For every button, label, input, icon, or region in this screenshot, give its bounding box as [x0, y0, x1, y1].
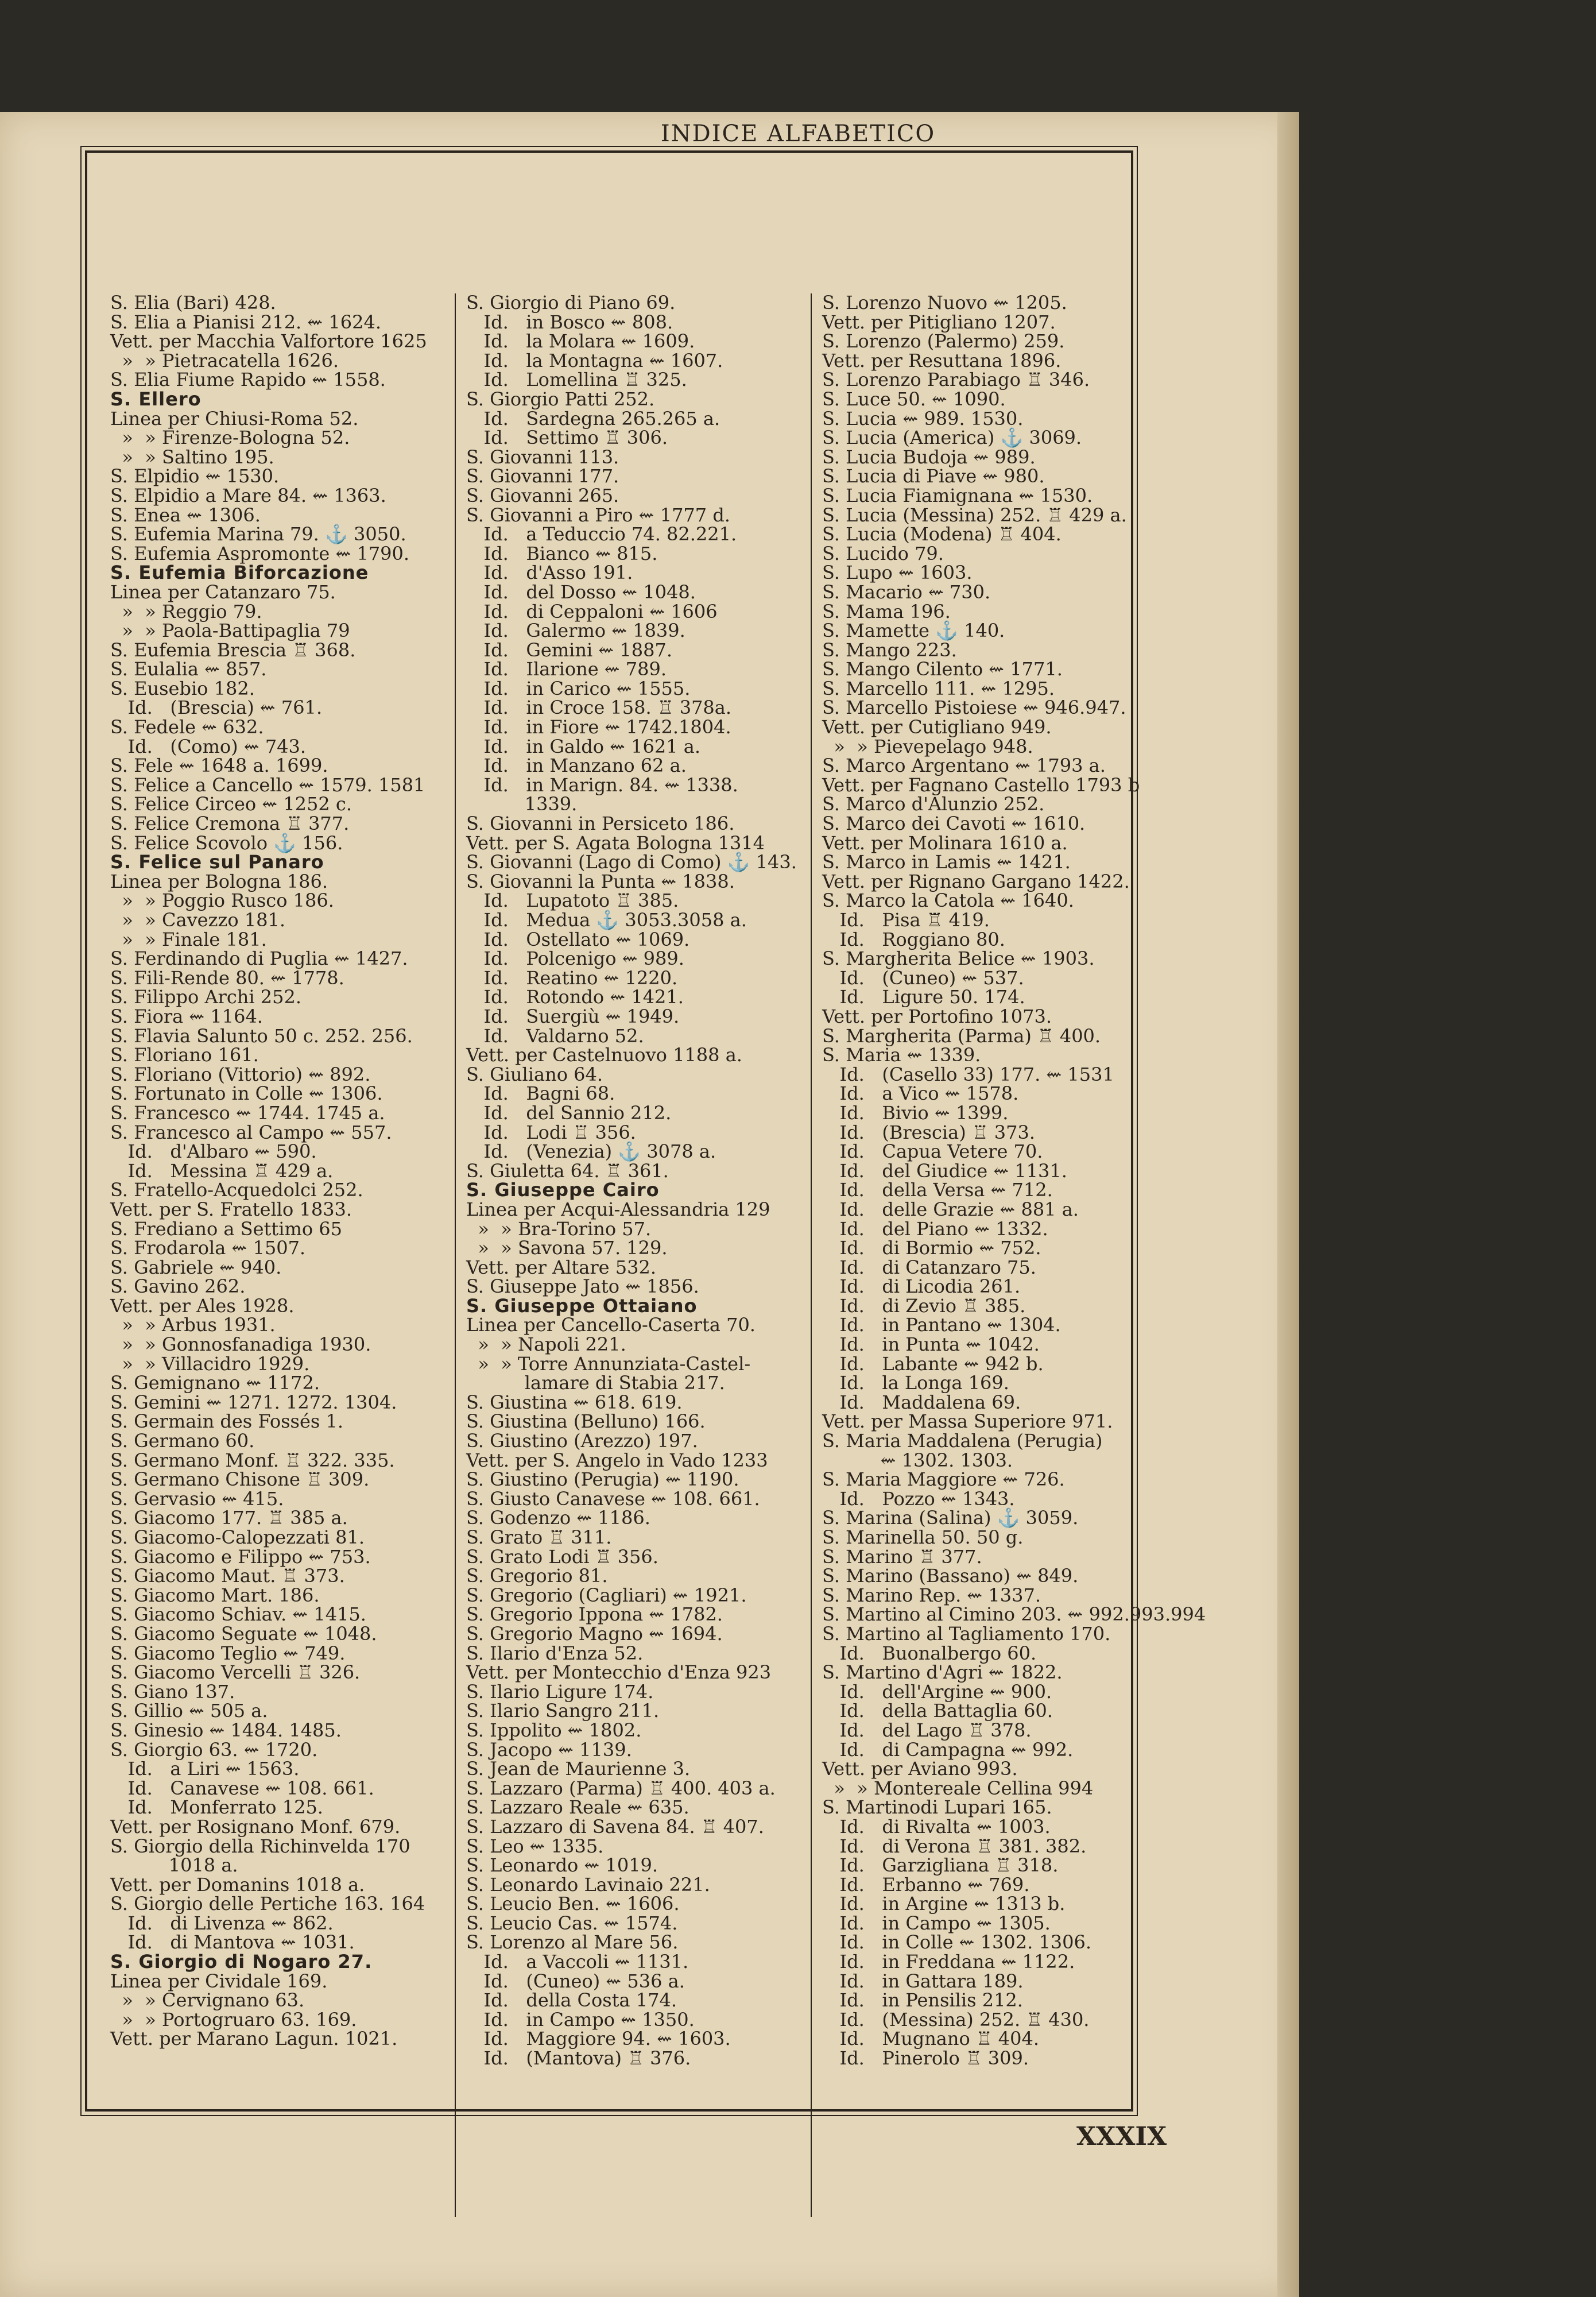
index-entry: Vett. per Rignano Gargano 1422. — [822, 870, 1130, 892]
index-entry: » » Pietracatella 1626. — [110, 349, 339, 372]
index-entry: S. Giustina ⇜ 618. 619. — [466, 1391, 683, 1413]
index-entry: S. Giovanni la Punta ⇜ 1838. — [466, 870, 735, 892]
index-entry: Vett. per S. Fratello 1833. — [110, 1198, 352, 1220]
index-column-2 — [455, 293, 799, 2217]
index-entry: S. Gregorio (Cagliari) ⇜ 1921. — [466, 1584, 747, 1606]
index-entry: S. Giorgio di Piano 69. — [466, 292, 676, 314]
index-entry: S. Felice sul Panaro — [110, 851, 324, 873]
index-entry: S. Ferdinando di Puglia ⇜ 1427. — [110, 948, 408, 970]
index-entry: S. Leonardo Lavinaio 221. — [466, 1873, 710, 1896]
index-entry: Id. di Rivalta ⇜ 1003. — [822, 1815, 1051, 1838]
index-entry: » » Reggio 79. — [110, 600, 262, 622]
index-entry: S. Elia (Bari) 428. — [110, 292, 276, 314]
index-entry: S. Ilario d'Enza 52. — [466, 1642, 644, 1664]
index-entry: S. Godenzo ⇜ 1186. — [466, 1507, 650, 1529]
index-entry: S. Elia a Pianisi 212. ⇜ 1624. — [110, 311, 381, 333]
index-entry: » » Savona 57. 129. — [466, 1237, 668, 1259]
index-entry: Id. Bivio ⇜ 1399. — [822, 1101, 1009, 1124]
index-entry: S. Fratello-Acquedolci 252. — [110, 1179, 363, 1201]
index-entry: Vett. per Macchia Valfortore 1625 — [110, 330, 427, 353]
index-entry: Id. in Carico ⇜ 1555. — [466, 677, 691, 699]
index-entry: Id. Buonalbergo 60. — [822, 1642, 1037, 1664]
index-entry: S. Eufemia Aspromonte ⇜ 1790. — [110, 542, 410, 564]
index-entry: S. Giacomo 177. ♖ 385 a. — [110, 1507, 348, 1529]
index-entry: Id. Pozzo ⇜ 1343. — [822, 1487, 1015, 1510]
index-entry: S. Lucia Budoja ⇜ 989. — [822, 446, 1036, 468]
index-entry: S. Elpidio ⇜ 1530. — [110, 465, 280, 488]
index-entry: » » Napoli 221. — [466, 1333, 626, 1356]
index-entry: S. Germano Chisone ♖ 309. — [110, 1468, 370, 1491]
index-entry: S. Giorgio 63. ⇜ 1720. — [110, 1738, 318, 1761]
index-entry: S. Giacomo Schiav. ⇜ 1415. — [110, 1603, 366, 1626]
index-entry: S. Giuletta 64. ♖ 361. — [466, 1159, 669, 1182]
index-entry: S. Martinodi Lupari 165. — [822, 1796, 1052, 1819]
index-entry: S. Margherita (Parma) ♖ 400. — [822, 1024, 1101, 1047]
index-entry: Id. in Marign. 84. ⇜ 1338. — [466, 774, 738, 796]
index-entry: S. Lupo ⇜ 1603. — [822, 562, 973, 584]
index-entry: S. Eufemia Brescia ♖ 368. — [110, 639, 356, 661]
index-entry: S. Leonardo ⇜ 1019. — [466, 1854, 658, 1877]
index-entry: Id. Mugnano ♖ 404. — [822, 2028, 1040, 2050]
index-entry: S. Felice Circeo ⇜ 1252 c. — [110, 793, 352, 815]
index-entry: Id. di Mantova ⇜ 1031. — [110, 1931, 355, 1954]
index-entry: Id. la Montagna ⇜ 1607. — [466, 349, 723, 372]
index-entry: » » Cervignano 63. — [110, 1989, 305, 2012]
index-entry: S. Giorgio della Richinvelda 170 — [110, 1835, 410, 1857]
index-entry: S. Giovanni 113. — [466, 446, 619, 468]
index-entry: Id. del Piano ⇜ 1332. — [822, 1217, 1048, 1240]
index-entry: lamare di Stabia 217. — [466, 1372, 725, 1394]
index-entry: Id. in Pantano ⇜ 1304. — [822, 1314, 1061, 1336]
index-entry: Id. (Venezia) ⚓ 3078 a. — [466, 1140, 716, 1163]
index-entry: Id. di Campagna ⇜ 992. — [822, 1738, 1074, 1761]
index-entry: Vett. per Portofino 1073. — [822, 1005, 1052, 1027]
index-entry: S. Grato ♖ 311. — [466, 1526, 612, 1548]
index-entry: » » Gonnosfanadiga 1930. — [110, 1333, 371, 1356]
index-entry: Vett. per Altare 532. — [466, 1256, 656, 1278]
index-entry: S. Mango 223. — [822, 639, 957, 661]
index-entry: » » Montereale Cellina 994 — [822, 1777, 1094, 1799]
index-entry: Linea per Cancello-Caserta 70. — [466, 1314, 756, 1336]
index-entry: S. Giacomo Maut. ♖ 373. — [110, 1565, 345, 1587]
index-entry: S. Gillio ⇜ 505 a. — [110, 1700, 268, 1722]
index-entry: S. Eufemia Biforcazione — [110, 562, 369, 584]
index-entry: Vett. per Rosignano Monf. 679. — [110, 1815, 401, 1838]
index-entry: Id. Roggiano 80. — [822, 928, 1005, 950]
index-entry: S. Germano 60. — [110, 1430, 255, 1452]
index-entry: Id. (Cuneo) ⇜ 536 a. — [466, 1970, 685, 1992]
index-entry: Id. in Campo ⇜ 1305. — [822, 1912, 1051, 1934]
index-entry: Id. Settimo ♖ 306. — [466, 427, 668, 449]
index-entry: Vett. per Marano Lagun. 1021. — [110, 2028, 398, 2050]
index-entry: S. Luce 50. ⇜ 1090. — [822, 388, 1006, 410]
index-entry: S. Giorgio di Nogaro 27. — [110, 1951, 373, 1973]
index-entry: S. Giano 137. — [110, 1680, 235, 1703]
index-entry: S. Francesco al Campo ⇜ 557. — [110, 1121, 392, 1143]
index-entry: » » Paola-Battipaglia 79 — [110, 620, 350, 642]
index-entry: Vett. per Ales 1928. — [110, 1294, 295, 1317]
index-entry: S. Giacomo Seguate ⇜ 1048. — [110, 1622, 377, 1645]
index-entry: S. Margherita Belice ⇜ 1903. — [822, 948, 1095, 970]
page-header: INDICE ALFABETICO — [660, 121, 936, 147]
index-entry: S. Giacomo Teglio ⇜ 749. — [110, 1642, 346, 1664]
index-entry: Id. dell'Argine ⇜ 900. — [822, 1680, 1052, 1703]
index-entry: S. Giacomo-Calopezzati 81. — [110, 1526, 365, 1548]
index-entry: Id. (Brescia) ♖ 373. — [822, 1121, 1035, 1143]
index-entry: Id. del Sannio 212. — [466, 1101, 672, 1124]
index-entry: Id. in Manzano 62 a. — [466, 755, 687, 777]
index-entry: S. Giacomo e Filippo ⇜ 753. — [110, 1545, 371, 1568]
index-entry: S. Giuseppe Cairo — [466, 1179, 660, 1201]
index-entry: Id. Maddalena 69. — [822, 1391, 1021, 1413]
index-entry: Id. Sardegna 265.265 a. — [466, 407, 720, 430]
index-entry: » » Firenze-Bologna 52. — [110, 427, 350, 449]
index-entry: S. Mango Cilento ⇜ 1771. — [822, 658, 1063, 680]
index-entry: ⇜ 1302. 1303. — [822, 1449, 1013, 1471]
index-entry: Id. Galermo ⇜ 1839. — [466, 620, 685, 642]
index-entry: S. Giusto Canavese ⇜ 108. 661. — [466, 1487, 760, 1510]
index-entry: Id. Labante ⇜ 942 b. — [822, 1352, 1044, 1375]
index-entry: Linea per Acqui-Alessandria 129 — [466, 1198, 770, 1220]
index-entry: S. Lazzaro (Parma) ♖ 400. 403 a. — [466, 1777, 776, 1799]
index-entry: » » Cavezzo 181. — [110, 909, 285, 931]
index-entry: S. Germano Monf. ♖ 322. 335. — [110, 1449, 395, 1471]
index-entry: Id. della Versa ⇜ 712. — [822, 1179, 1053, 1201]
index-entry: S. Lucia (America) ⚓ 3069. — [822, 427, 1082, 449]
index-entry: S. Giustino (Arezzo) 197. — [466, 1430, 698, 1452]
index-entry: Id. in Fiore ⇜ 1742.1804. — [466, 716, 731, 738]
index-entry: S. Leo ⇜ 1335. — [466, 1835, 604, 1857]
index-entry: Id. Bianco ⇜ 815. — [466, 542, 658, 564]
index-entry: S. Macario ⇜ 730. — [822, 581, 991, 603]
index-entry: S. Giacomo Mart. 186. — [110, 1584, 320, 1606]
index-entry: Id. la Longa 169. — [822, 1372, 1009, 1394]
index-entry: S. Felice Cremona ♖ 377. — [110, 813, 350, 835]
index-entry: S. Fortunato in Colle ⇜ 1306. — [110, 1082, 383, 1105]
index-entry: S. Ilario Sangro 211. — [466, 1700, 660, 1722]
index-entry: S. Fedele ⇜ 632. — [110, 716, 264, 738]
index-entry: » » Bra-Torino 57. — [466, 1217, 652, 1240]
index-entry: S. Giovanni (Lago di Como) ⚓ 143. — [466, 851, 797, 873]
index-entry: S. Gabriele ⇜ 940. — [110, 1256, 282, 1278]
index-entry: Id. (Cuneo) ⇜ 537. — [822, 966, 1024, 989]
index-entry: S. Fili-Rende 80. ⇜ 1778. — [110, 966, 344, 989]
index-entry: S. Marcello Pistoiese ⇜ 946.947. — [822, 697, 1126, 719]
index-entry: Id. di Zevio ♖ 385. — [822, 1294, 1026, 1317]
index-entry: S. Felice a Cancello ⇜ 1579. 1581 — [110, 774, 425, 796]
index-entry: Linea per Chiusi-Roma 52. — [110, 407, 359, 430]
index-entry: S. Leucio Ben. ⇜ 1606. — [466, 1893, 680, 1915]
index-entry: S. Marino ♖ 377. — [822, 1545, 982, 1568]
index-entry: Id. (Mantova) ♖ 376. — [466, 2047, 691, 2070]
index-entry: S. Gervasio ⇜ 415. — [110, 1487, 284, 1510]
index-entry: S. Eusebio 182. — [110, 677, 255, 699]
index-entry: S. Floriano 161. — [110, 1044, 259, 1066]
index-entry: Id. di Licodia 261. — [822, 1275, 1021, 1298]
index-entry: Id. d'Asso 191. — [466, 562, 633, 584]
index-entry: S. Marco d'Alunzio 252. — [822, 793, 1045, 815]
index-entry: Id. di Livenza ⇜ 862. — [110, 1912, 334, 1934]
index-entry: S. Giuseppe Jato ⇜ 1856. — [466, 1275, 699, 1298]
index-entry: S. Mama 196. — [822, 600, 951, 622]
index-entry: Id. di Bormio ⇜ 752. — [822, 1237, 1041, 1259]
index-entry: S. Maria Maggiore ⇜ 726. — [822, 1468, 1065, 1491]
index-entry: Id. di Ceppaloni ⇜ 1606 — [466, 600, 718, 622]
index-entry: Id. in Argine ⇜ 1313 b. — [822, 1893, 1066, 1915]
index-entry: S. Gemini ⇜ 1271. 1272. 1304. — [110, 1391, 397, 1413]
index-entry: S. Lorenzo al Mare 56. — [466, 1931, 679, 1954]
index-entry: S. Lucia ⇜ 989. 1530. — [822, 407, 1024, 430]
index-entry: S. Giuseppe Ottaiano — [466, 1294, 698, 1317]
index-entry: S. Elpidio a Mare 84. ⇜ 1363. — [110, 484, 386, 506]
index-entry: Vett. per Cutigliano 949. — [822, 716, 1052, 738]
index-entry: Vett. per Castelnuovo 1188 a. — [466, 1044, 742, 1066]
index-entry: S. Lucia (Messina) 252. ♖ 429 a. — [822, 504, 1127, 526]
index-column-3 — [811, 292, 1206, 2217]
index-entry: Id. a Vaccoli ⇜ 1131. — [466, 1951, 689, 1973]
index-entry: S. Fele ⇜ 1648 a. 1699. — [110, 755, 328, 777]
index-entry: Id. delle Grazie ⇜ 881 a. — [822, 1198, 1079, 1220]
index-entry: Id. Pisa ♖ 419. — [822, 909, 990, 931]
index-entry: S. Giovanni a Piro ⇜ 1777 d. — [466, 504, 730, 526]
page-edge — [1277, 112, 1299, 2297]
index-column-1 — [110, 293, 443, 2217]
index-entry: Id. la Molara ⇜ 1609. — [466, 330, 695, 353]
index-entry: S. Marino Rep. ⇜ 1337. — [822, 1584, 1041, 1606]
index-entry: S. Frediano a Settimo 65 — [110, 1217, 342, 1240]
index-entry: S. Ginesio ⇜ 1484. 1485. — [110, 1719, 342, 1741]
index-entry: Id. Medua ⚓ 3053.3058 a. — [466, 909, 747, 931]
index-entry: » » Saltino 195. — [110, 446, 274, 468]
index-entry: Id. a Liri ⇜ 1563. — [110, 1758, 300, 1780]
index-entry: Vett. per Massa Superiore 971. — [822, 1410, 1113, 1433]
index-entry: Id. Gemini ⇜ 1887. — [466, 639, 673, 661]
index-entry: S. Marco la Catola ⇜ 1640. — [822, 890, 1074, 912]
index-entry: Vett. per Domanins 1018 a. — [110, 1873, 365, 1896]
index-entry: S. Marco dei Cavoti ⇜ 1610. — [822, 813, 1086, 835]
index-entry: Id. Canavese ⇜ 108. 661. — [110, 1777, 374, 1799]
index-entry: S. Ippolito ⇜ 1802. — [466, 1719, 642, 1741]
index-entry: Id. Polcenigo ⇜ 989. — [466, 948, 684, 970]
index-entry: Id. Ligure 50. 174. — [822, 986, 1025, 1008]
index-entry: Id. (Messina) 252. ♖ 430. — [822, 2008, 1090, 2031]
index-entry: S. Felice Scovolo ⚓ 156. — [110, 832, 343, 854]
index-entry: S. Gemignano ⇜ 1172. — [110, 1372, 320, 1394]
index-entry: Vett. per Aviano 993. — [822, 1758, 1018, 1780]
index-entry: Id. Lupatoto ♖ 385. — [466, 890, 679, 912]
index-entry: Id. Pinerolo ♖ 309. — [822, 2047, 1029, 2070]
index-entry: S. Fiora ⇜ 1164. — [110, 1005, 263, 1027]
index-entry: Id. in Colle ⇜ 1302. 1306. — [822, 1931, 1092, 1954]
index-entry: S. Marinella 50. 50 g. — [822, 1526, 1024, 1548]
index-entry: Id. Messina ♖ 429 a. — [110, 1159, 334, 1182]
index-entry: Id. Reatino ⇜ 1220. — [466, 966, 678, 989]
index-entry: S. Enea ⇜ 1306. — [110, 504, 261, 526]
index-entry: Id. Maggiore 94. ⇜ 1603. — [466, 2028, 731, 2050]
index-entry: Id. Ostellato ⇜ 1069. — [466, 928, 690, 950]
index-entry: S. Marcello 111. ⇜ 1295. — [822, 677, 1055, 699]
index-entry: S. Ilario Ligure 174. — [466, 1680, 654, 1703]
index-entry: S. Gavino 262. — [110, 1275, 246, 1298]
index-entry: Id. (Como) ⇜ 743. — [110, 735, 307, 757]
index-entry: Id. del Giudice ⇜ 1131. — [822, 1159, 1067, 1182]
index-entry: Vett. per S. Agata Bologna 1314 — [466, 832, 765, 854]
index-entry: S. Jean de Maurienne 3. — [466, 1758, 691, 1780]
index-entry: S. Lorenzo Parabiago ♖ 346. — [822, 369, 1090, 391]
index-entry: S. Marco in Lamis ⇜ 1421. — [822, 851, 1071, 873]
index-entry: Id. Monferrato 125. — [110, 1796, 323, 1819]
index-entry: S. Giorgio Patti 252. — [466, 388, 655, 410]
index-entry: » » Torre Annunziata-Castel- — [466, 1352, 751, 1375]
index-entry: S. Floriano (Vittorio) ⇜ 892. — [110, 1063, 371, 1085]
index-entry: » » Pievepelago 948. — [822, 735, 1033, 757]
index-entry: Id. della Battaglia 60. — [822, 1700, 1053, 1722]
index-entry: Linea per Bologna 186. — [110, 870, 328, 892]
index-entry: Id. Ilarione ⇜ 789. — [466, 658, 667, 680]
index-entry: S. Lorenzo Nuovo ⇜ 1205. — [822, 292, 1067, 314]
index-entry: » » Villacidro 1929. — [110, 1352, 310, 1375]
index-entry: S. Martino al Cimino 203. ⇜ 992.993.994 — [822, 1603, 1206, 1626]
index-entry: Id. (Casello 33) 177. ⇜ 1531 — [822, 1063, 1114, 1085]
index-entry: S. Francesco ⇜ 1744. 1745 a. — [110, 1101, 385, 1124]
index-entry: S. Eufemia Marina 79. ⚓ 3050. — [110, 523, 406, 546]
index-entry: Id. Capua Vetere 70. — [822, 1140, 1043, 1163]
index-entry: S. Martino d'Agri ⇜ 1822. — [822, 1661, 1063, 1684]
index-entry: Id. in Campo ⇜ 1350. — [466, 2008, 695, 2031]
index-entry: » » Poggio Rusco 186. — [110, 890, 334, 912]
index-entry: S. Lucia di Piave ⇜ 980. — [822, 465, 1045, 488]
index-entry: Id. d'Albaro ⇜ 590. — [110, 1140, 317, 1163]
index-entry: Id. (Brescia) ⇜ 761. — [110, 697, 323, 719]
index-entry: S. Ellero — [110, 388, 202, 410]
index-entry: Id. in Pensilis 212. — [822, 1989, 1023, 2012]
index-entry: Id. Suergiù ⇜ 1949. — [466, 1005, 680, 1027]
index-entry: S. Leucio Cas. ⇜ 1574. — [466, 1912, 678, 1934]
index-entry: Vett. per Pitigliano 1207. — [822, 311, 1056, 333]
index-entry: S. Eulalia ⇜ 857. — [110, 658, 267, 680]
index-entry: S. Marino (Bassano) ⇜ 849. — [822, 1565, 1079, 1587]
index-entry: Id. Erbanno ⇜ 769. — [822, 1873, 1030, 1896]
index-entry: 1018 a. — [110, 1854, 238, 1877]
index-entry: S. Filippo Archi 252. — [110, 986, 302, 1008]
index-entry: S. Giorgio delle Pertiche 163. 164 — [110, 1893, 425, 1915]
index-entry: 1339. — [466, 793, 578, 815]
index-entry: S. Lorenzo (Palermo) 259. — [822, 330, 1065, 353]
index-entry: Id. in Bosco ⇜ 808. — [466, 311, 673, 333]
index-frame — [85, 150, 1206, 2112]
index-entry: » » Portogruaro 63. 169. — [110, 2008, 357, 2031]
index-entry: S. Lazzaro Reale ⇜ 635. — [466, 1796, 689, 1819]
index-entry: S. Lucia Fiamignana ⇜ 1530. — [822, 484, 1093, 506]
index-entry: Linea per Cividale 169. — [110, 1970, 328, 1992]
index-entry: Id. in Croce 158. ♖ 378a. — [466, 697, 732, 719]
index-entry: S. Gregorio Magno ⇜ 1694. — [466, 1622, 723, 1645]
index-entry: S. Frodarola ⇜ 1507. — [110, 1237, 306, 1259]
index-entry: S. Maria Maddalena (Perugia) — [822, 1430, 1103, 1452]
index-entry: S. Giuliano 64. — [466, 1063, 603, 1085]
index-entry: Id. Lodi ♖ 356. — [466, 1121, 636, 1143]
index-entry: Linea per Catanzaro 75. — [110, 581, 336, 603]
index-entry: S. Jacopo ⇜ 1139. — [466, 1738, 632, 1761]
index-entry: S. Martino al Tagliamento 170. — [822, 1622, 1111, 1645]
index-entry: S. Lazzaro di Savena 84. ♖ 407. — [466, 1815, 764, 1838]
index-entry: » » Finale 181. — [110, 928, 267, 950]
index-entry: Id. del Dosso ⇜ 1048. — [466, 581, 696, 603]
index-entry: S. Giovanni in Persiceto 186. — [466, 813, 735, 835]
page-number: XXXIX — [1076, 2122, 1167, 2151]
index-entry: S. Flavia Salunto 50 c. 252. 256. — [110, 1024, 413, 1047]
index-entry: Vett. per S. Angelo in Vado 1233 — [466, 1449, 768, 1471]
index-entry: Id. in Galdo ⇜ 1621 a. — [466, 735, 700, 757]
index-entry: S. Giustina (Belluno) 166. — [466, 1410, 706, 1433]
index-entry: Id. a Teduccio 74. 82.221. — [466, 523, 737, 546]
index-entry: S. Gregorio Ippona ⇜ 1782. — [466, 1603, 723, 1626]
index-entry: Id. Bagni 68. — [466, 1082, 615, 1105]
index-entry: S. Elia Fiume Rapido ⇜ 1558. — [110, 369, 386, 391]
index-entry: S. Giovanni 177. — [466, 465, 619, 488]
index-entry: Id. Valdarno 52. — [466, 1024, 644, 1047]
index-entry: Vett. per Molinara 1610 a. — [822, 832, 1068, 854]
index-entry: S. Lucia (Modena) ♖ 404. — [822, 523, 1062, 546]
index-entry: S. Giacomo Vercelli ♖ 326. — [110, 1661, 361, 1684]
index-entry: Id. della Costa 174. — [466, 1989, 677, 2012]
index-entry: Id. di Catanzaro 75. — [822, 1256, 1036, 1278]
index-entry: Vett. per Montecchio d'Enza 923 — [466, 1661, 772, 1684]
index-entry: Vett. per Fagnano Castello 1793 b — [822, 774, 1140, 796]
index-entry: Id. in Freddana ⇜ 1122. — [822, 1951, 1075, 1973]
index-entry: S. Gregorio 81. — [466, 1565, 608, 1587]
index-entry: Id. di Verona ♖ 381. 382. — [822, 1835, 1087, 1857]
index-entry: Id. in Punta ⇜ 1042. — [822, 1333, 1040, 1356]
index-entry: S. Grato Lodi ♖ 356. — [466, 1545, 658, 1568]
index-entry: Id. Rotondo ⇜ 1421. — [466, 986, 684, 1008]
index-entry: » » Arbus 1931. — [110, 1314, 276, 1336]
index-entry: S. Marina (Salina) ⚓ 3059. — [822, 1507, 1079, 1529]
index-entry: S. Mamette ⚓ 140. — [822, 620, 1005, 642]
index-entry: S. Giovanni 265. — [466, 484, 619, 506]
index-entry: S. Marco Argentano ⇜ 1793 a. — [822, 755, 1106, 777]
index-entry: Id. Lomellina ♖ 325. — [466, 369, 687, 391]
index-entry: Vett. per Resuttana 1896. — [822, 349, 1062, 372]
index-entry: Id. del Lago ♖ 378. — [822, 1719, 1032, 1741]
index-entry: Id. in Gattara 189. — [822, 1970, 1024, 1992]
index-entry: S. Germain des Fossés 1. — [110, 1410, 343, 1433]
index-entry: Id. a Vico ⇜ 1578. — [822, 1082, 1019, 1105]
index-entry: S. Lucido 79. — [822, 542, 944, 564]
index-entry: S. Giustino (Perugia) ⇜ 1190. — [466, 1468, 739, 1491]
index-entry: Id. Garzigliana ♖ 318. — [822, 1854, 1059, 1877]
index-entry: S. Maria ⇜ 1339. — [822, 1044, 981, 1066]
